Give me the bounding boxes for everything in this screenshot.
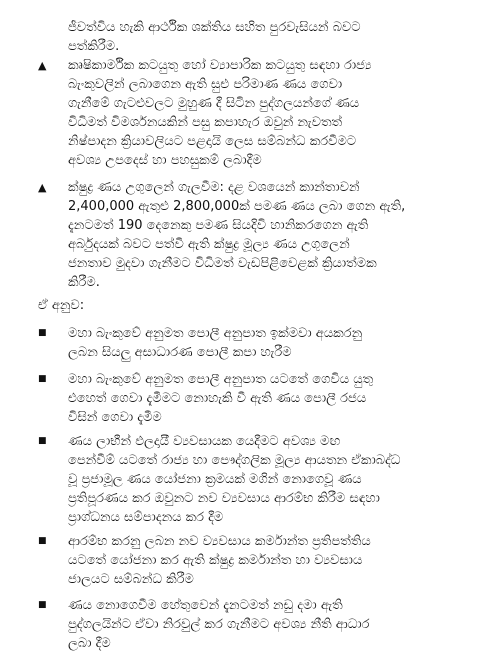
- text-line: පුද්ගලයින්ට ඒවා නිරවුල් කර ගැනීමට අවශ්‍ය නීති ආධාර: [68, 617, 370, 632]
- text-line: ජනතාව මුදවා ගැනීමට විධිමත් වැඩපිළිවෙළක් ක්‍රියාත්මක: [68, 256, 377, 271]
- text-line: කිරීම.: [68, 275, 100, 290]
- text-line: විසින් ගෙවා දැමීම: [68, 410, 162, 425]
- triangle-bullet-icon: ▲: [38, 59, 47, 72]
- text-line: අර්බුදයක් බවට පත්වී ඇති ක්ෂුද්‍ර මූල්‍ය ණය උගුලෙන්: [68, 237, 350, 252]
- text-line: මහා බැංකුවේ අනුමත පොලී අනුපාත යටතේ ගෙවිය යුතු: [68, 372, 374, 387]
- text-line: ප්‍රතිපූරණය කර ඔවුනට නව ව්‍යවසාය ආරම්භ කිරීම සඳහා: [68, 491, 380, 506]
- text-line: බැංකුවලින් ලබාගෙන ඇති සුළු පරිමාණ ණය ගෙවා: [68, 77, 343, 92]
- square-bullet-icon: ■: [38, 374, 47, 384]
- list-item: [68, 370, 448, 427]
- triangle-bullet-icon: ▲: [38, 181, 47, 194]
- text-line: ලබන සියලු අසාධාරණ පොලී කපා හැරීම: [68, 345, 292, 360]
- text-line: ජීවත්විය හැකි ආර්ථික ශක්තිය සහිත පුරවැසියන් බවට: [68, 20, 361, 35]
- paragraph-microfinance: [68, 178, 448, 292]
- list-item: [68, 532, 448, 589]
- paragraph-continuation: [68, 18, 448, 56]
- text-line: ප්‍රාග්ධනය සම්පාදනය කර දීම: [68, 510, 224, 525]
- square-bullet-icon: ■: [38, 328, 47, 338]
- list-item: [68, 324, 448, 362]
- section-subheading: ඒ අනුව:: [38, 298, 85, 313]
- text-line: මහා බැංකුවේ අනුමත පොලී අනුපාත ඉක්මවා අයකරනු: [68, 326, 363, 341]
- text-line: යටතේ යෝජනා කර ඇති ක්ෂුද්‍ර කර්මාන්ත හා ව්‍යවසාය: [68, 553, 363, 568]
- paragraph-debt-writeoff: [68, 56, 448, 170]
- text-line: ජාලයට සම්බන්ධ කිරීම: [68, 572, 194, 587]
- text-line: 2,400,000 ඇතුළු 2,800,000ක් පමණ ණය ලබා ගෙන ඇති,: [68, 199, 406, 214]
- text-line: ආරම්භ කරනු ලබන නව ව්‍යවසාය කර්මාන්ත ප්‍රතිපත්තිය: [68, 534, 371, 549]
- text-line: අවශ්‍ය උපදෙස් හා පහසුකම් ලබාදීම: [68, 153, 262, 168]
- list-item: [68, 432, 448, 527]
- text-line: දැනටමත් 190 දෙනෙකු පමණ සියදිවි හානිකරගෙන ඇති: [68, 218, 369, 233]
- text-line: ගැනීමේ ගැටළුවලට මුහුණ දී සිටින පුද්ගලයන්ගේ ණය: [68, 96, 360, 111]
- text-line: වූ ප්‍රජාමූල ණය යෝජනා ක්‍රමයක් මගින් නොගෙවූ ණය: [68, 472, 362, 487]
- text-line: ලබා දීම: [68, 636, 111, 651]
- list-item: [68, 596, 448, 653]
- square-bullet-icon: ■: [38, 536, 47, 546]
- text-line: විධිමත් විමර්ශනයකින් පසු කපාහැර ඔවුන් නැවතත්: [68, 115, 343, 130]
- text-line: පෙන්වීම් යටතේ රාජ්‍ය හා පෞද්ගලික මූල්‍ය ආයතන ඒකාබද්ධ: [68, 453, 401, 468]
- text-line: නිෂ්පාදන ක්‍රියාවලියට පළදායි ලෙස සම්බන්ධ කරවීමට: [68, 134, 357, 149]
- text-line: ණය නොගෙවීම හේතුවෙන් දැනටමත් නඩු දමා ඇති: [68, 598, 343, 613]
- text-line: ණය ලාභීන් ඵලදායී ව්‍යවසායක යෙදීමට අවශ්‍ය මඟ: [68, 434, 341, 449]
- text-line: ක්ෂුද්‍ර ණය උගුලෙන් ගැලවීම: දළ වශයෙන් කාන්තාවන්: [68, 180, 360, 195]
- text-line: එහෙත් ගෙවා දැමීමට නොහැකි වී ඇති ණය පොලී රජය: [68, 391, 367, 406]
- text-line: පත්කිරීම.: [68, 39, 120, 54]
- square-bullet-icon: ■: [38, 436, 47, 446]
- square-bullet-icon: ■: [38, 600, 47, 610]
- text-line: කෘෂිකාර්මික කටයුතු හෝ ව්‍යාපාරික කටයුතු සඳහා රාජ්‍ය: [68, 58, 372, 73]
